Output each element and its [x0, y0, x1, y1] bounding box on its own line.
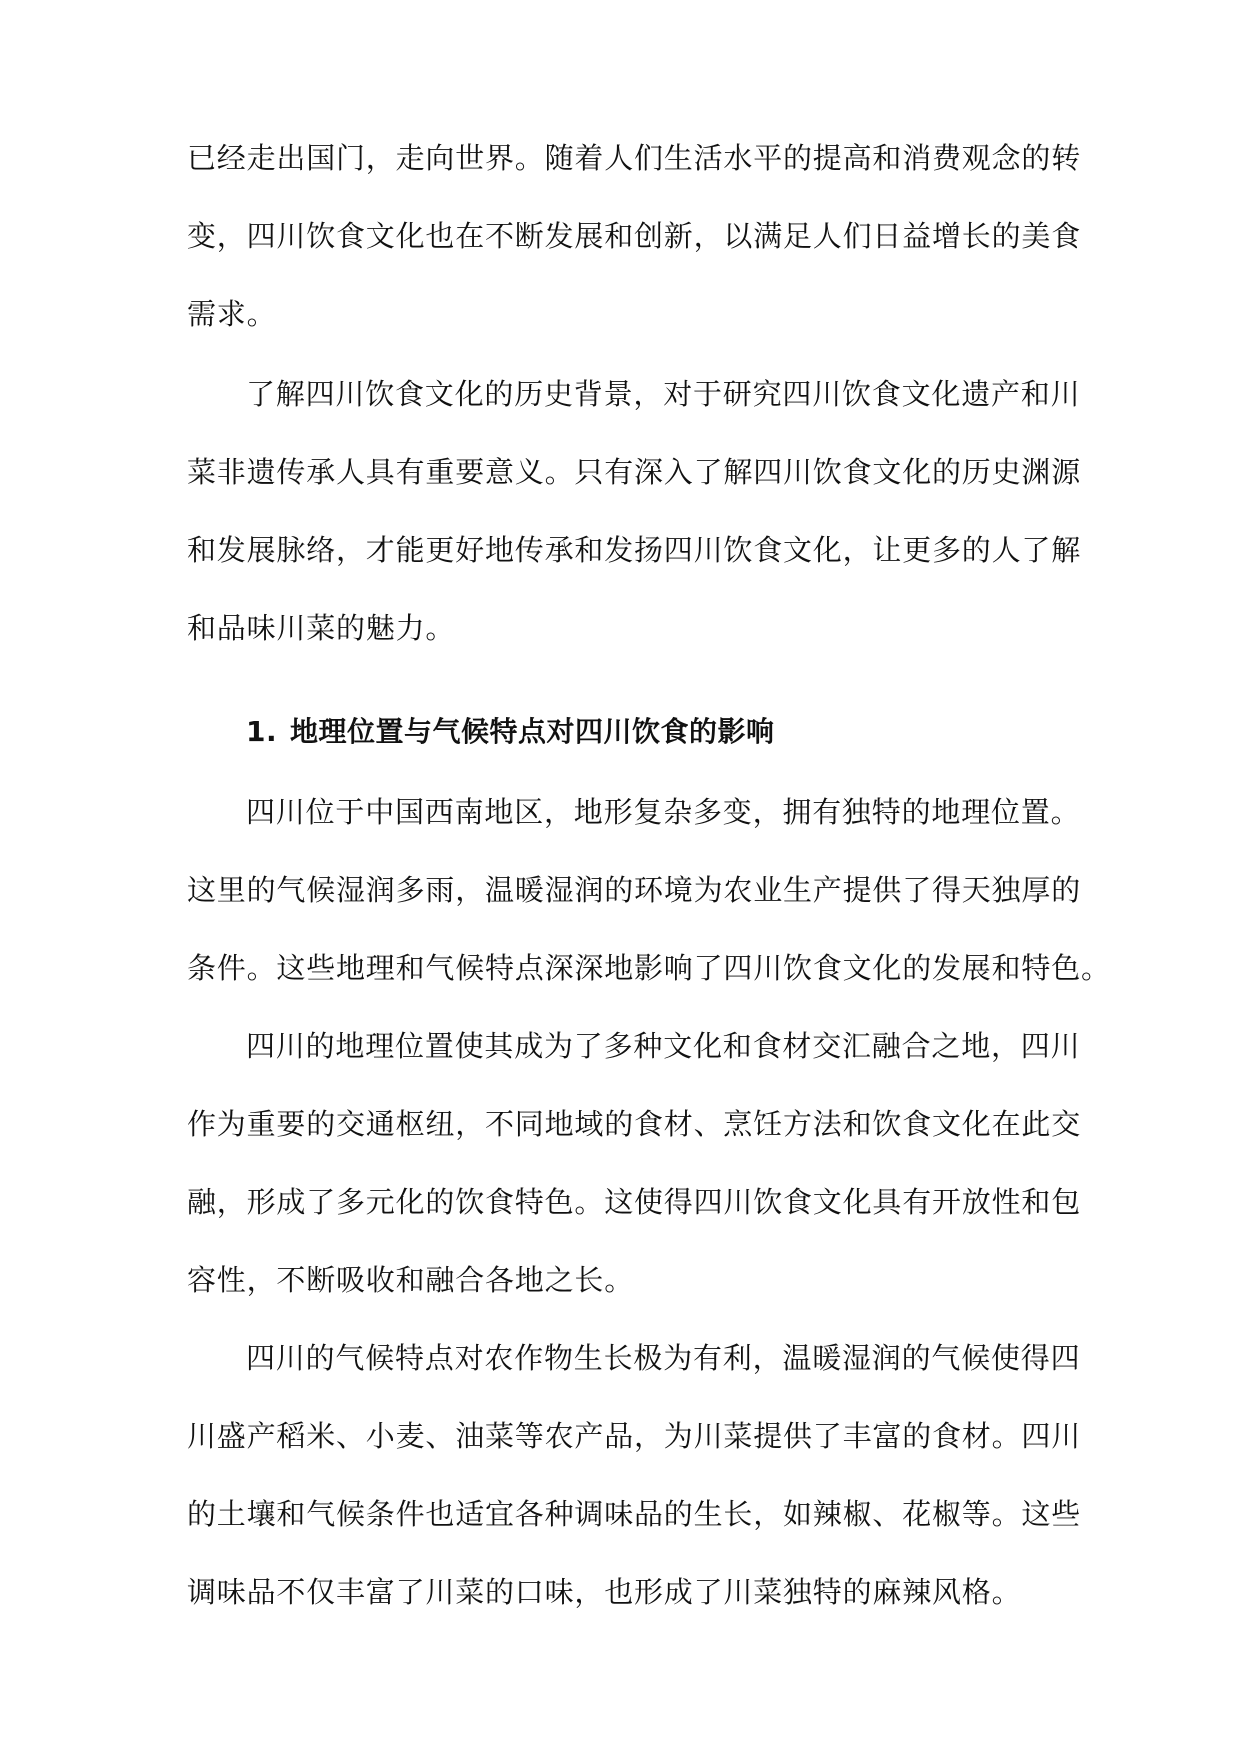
paragraph-3-line-1: 四川位于中国西南地区，地形复杂多变，拥有独特的地理位置。	[246, 795, 1081, 829]
paragraph-5-line-2: 川盛产稻米、小麦、油菜等农产品，为川菜提供了丰富的食材。四川	[187, 1419, 1082, 1453]
paragraph-4-line-2: 作为重要的交通枢纽，不同地域的食材、烹饪方法和饮食文化在此交	[187, 1107, 1082, 1141]
paragraph-4-line-1: 四川的地理位置使其成为了多种文化和食材交汇融合之地，四川	[246, 1029, 1081, 1063]
paragraph-2-line-2: 菜非遗传承人具有重要意义。只有深入了解四川饮食文化的历史渊源	[187, 455, 1082, 489]
paragraph-4-line-3: 融，形成了多元化的饮食特色。这使得四川饮食文化具有开放性和包	[187, 1185, 1082, 1219]
paragraph-2-line-4: 和品味川菜的魅力。	[187, 611, 456, 645]
section-number: 1.	[246, 715, 278, 748]
paragraph-3-line-2: 这里的气候湿润多雨，温暖湿润的环境为农业生产提供了得天独厚的	[187, 873, 1082, 907]
paragraph-1-line-2: 变，四川饮食文化也在不断发展和创新，以满足人们日益增长的美食	[187, 219, 1082, 253]
paragraph-1-line-1: 已经走出国门，走向世界。随着人们生活水平的提高和消费观念的转	[187, 141, 1082, 175]
paragraph-5-line-3: 的土壤和气候条件也适宜各种调味品的生长，如辣椒、花椒等。这些	[187, 1497, 1082, 1531]
paragraph-5-line-4: 调味品不仅丰富了川菜的口味，也形成了川菜独特的麻辣风格。	[187, 1575, 1022, 1609]
paragraph-4-line-4: 容性，不断吸收和融合各地之长。	[187, 1263, 635, 1297]
paragraph-5-line-1: 四川的气候特点对农作物生长极为有利，温暖湿润的气候使得四	[246, 1341, 1081, 1375]
paragraph-2-line-1: 了解四川饮食文化的历史背景，对于研究四川饮食文化遗产和川	[246, 377, 1081, 411]
paragraph-1-line-3: 需求。	[187, 297, 277, 331]
paragraph-2-line-3: 和发展脉络，才能更好地传承和发扬四川饮食文化，让更多的人了解	[187, 533, 1082, 567]
paragraph-3-line-3: 条件。这些地理和气候特点深深地影响了四川饮食文化的发展和特色。	[187, 951, 1111, 985]
section-title: 地理位置与气候特点对四川饮食的影响	[290, 715, 775, 748]
section-heading	[246, 712, 1066, 752]
